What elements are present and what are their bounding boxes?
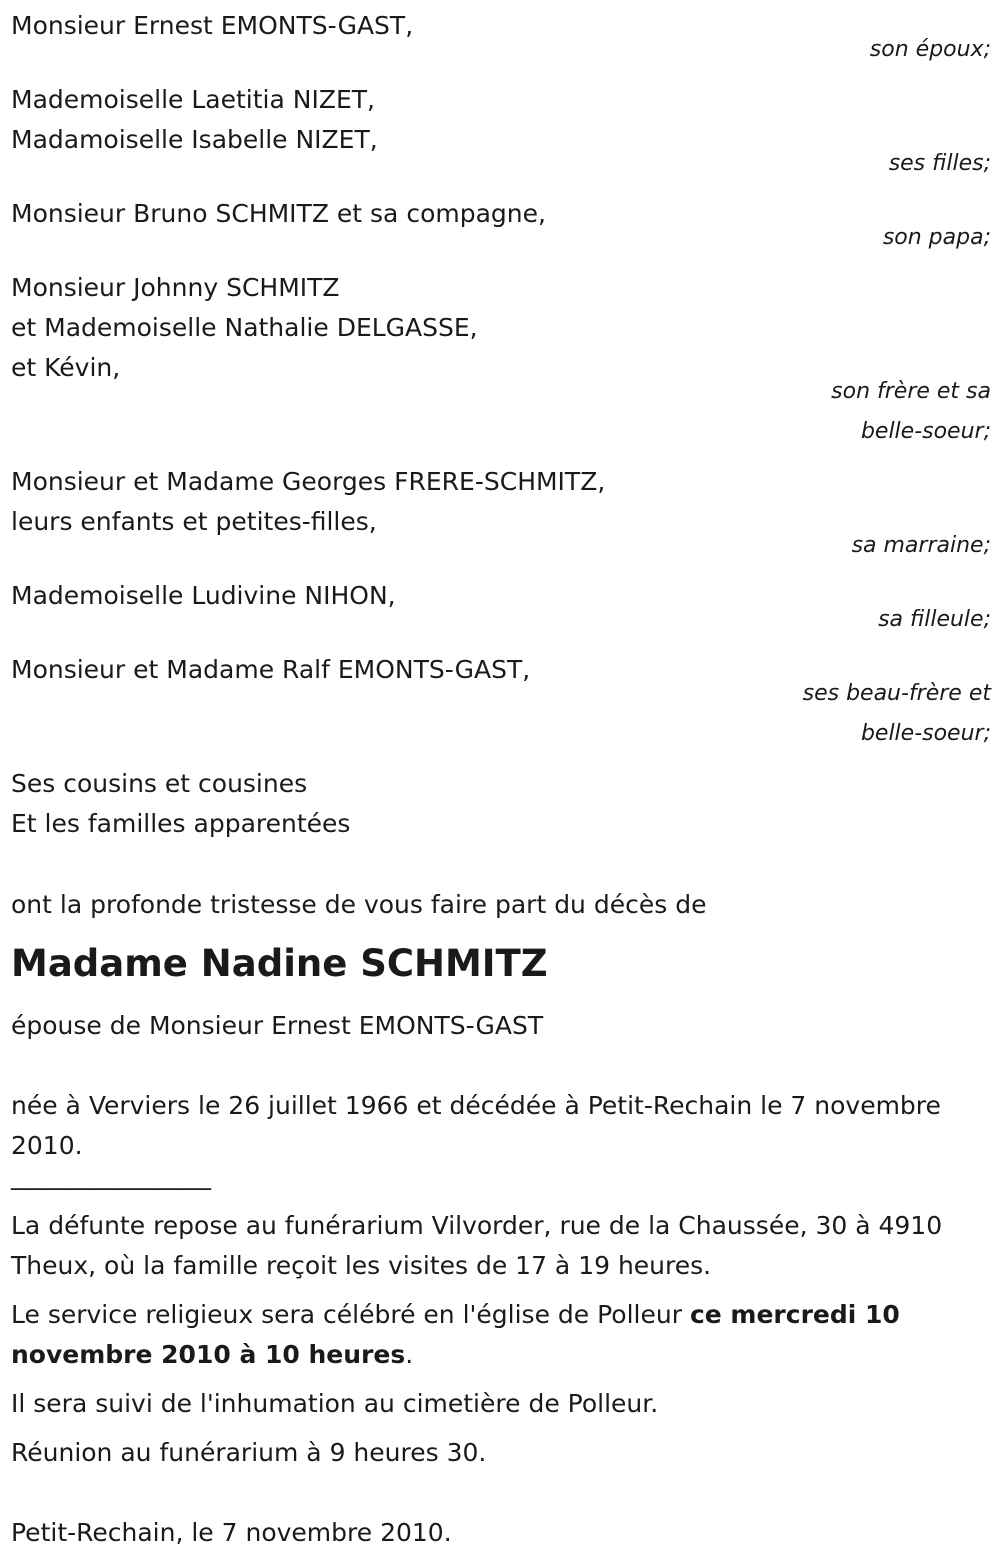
deceased-name: Madame Nadine SCHMITZ [11, 942, 548, 985]
others-block [11, 764, 991, 844]
obituary-document [11, 6, 991, 1553]
separator-line: ________________ [11, 1161, 211, 1190]
family-member-name: et Mademoiselle Nathalie DELGASSE, [11, 313, 478, 342]
family-member-name: et Kévin, [11, 353, 121, 382]
service-prefix: Le service religieux sera célébré en l'église de Polleur [11, 1300, 690, 1329]
family-relation-line: belle-soeur; [860, 721, 991, 746]
burial-text: Il sera suivi de l'inhumation au cimetière de Polleur. [11, 1389, 659, 1418]
family-member-name: Monsieur et Madame Ralf EMONTS-GAST, [11, 655, 531, 684]
family-relation-line: son époux; [869, 37, 991, 62]
family-member [11, 80, 991, 184]
family-member [11, 6, 991, 70]
place-date: Petit-Rechain, le 7 novembre 2010. [11, 1518, 452, 1547]
family-relation-line: belle-soeur; [860, 419, 991, 444]
family-relation-line: son frère et sa [831, 379, 991, 404]
service-text [11, 1295, 991, 1375]
meeting-text: Réunion au funérarium à 9 heures 30. [11, 1438, 487, 1467]
family-member-name: Mademoiselle Ludivine NIHON, [11, 581, 396, 610]
family-member [11, 268, 991, 452]
family-member [11, 576, 991, 640]
family-member-name: leurs enfants et petites-filles, [11, 507, 377, 536]
family-member-name: Monsieur Johnny SCHMITZ [11, 273, 340, 302]
family-member-name: Madamoiselle Isabelle NIZET, [11, 125, 378, 154]
family-list [11, 6, 991, 754]
family-relation-line: sa marraine; [851, 533, 991, 558]
repose-text: La défunte repose au funérarium Vilvorder, rue de la Chaussée, 30 à 4910 Theux, où la famille reçoit les visites de 17 à 19 heures. [11, 1211, 943, 1280]
family-member-name: Monsieur et Madame Georges FRERE-SCHMITZ, [11, 467, 606, 496]
family-member-name: Monsieur Bruno SCHMITZ et sa compagne, [11, 199, 546, 228]
service-suffix: . [405, 1340, 414, 1369]
birth-death-text: née à Verviers le 26 juillet 1966 et décédée à Petit-Rechain le 7 novembre 2010. [11, 1091, 941, 1160]
family-member-name: Monsieur Ernest EMONTS-GAST, [11, 11, 414, 40]
family-member [11, 650, 991, 754]
others-line: Et les familles apparentées [11, 809, 351, 838]
family-relation [11, 372, 991, 452]
others-line: Ses cousins et cousines [11, 769, 308, 798]
family-relation-line: ses beau-frère et [802, 681, 991, 706]
family-member-name: Mademoiselle Laetitia NIZET, [11, 85, 375, 114]
family-relation-line: son papa; [882, 225, 991, 250]
announcement-text: ont la profonde tristesse de vous faire part du décès de [11, 890, 707, 919]
family-member [11, 462, 991, 566]
service-datetime: ce mercredi 10 novembre 2010 à 10 heures [11, 1300, 900, 1369]
family-relation-line: ses filles; [888, 151, 991, 176]
family-member [11, 194, 991, 258]
family-relation-line: sa filleule; [878, 607, 991, 632]
spouse-line: épouse de Monsieur Ernest EMONTS-GAST [11, 1011, 544, 1040]
